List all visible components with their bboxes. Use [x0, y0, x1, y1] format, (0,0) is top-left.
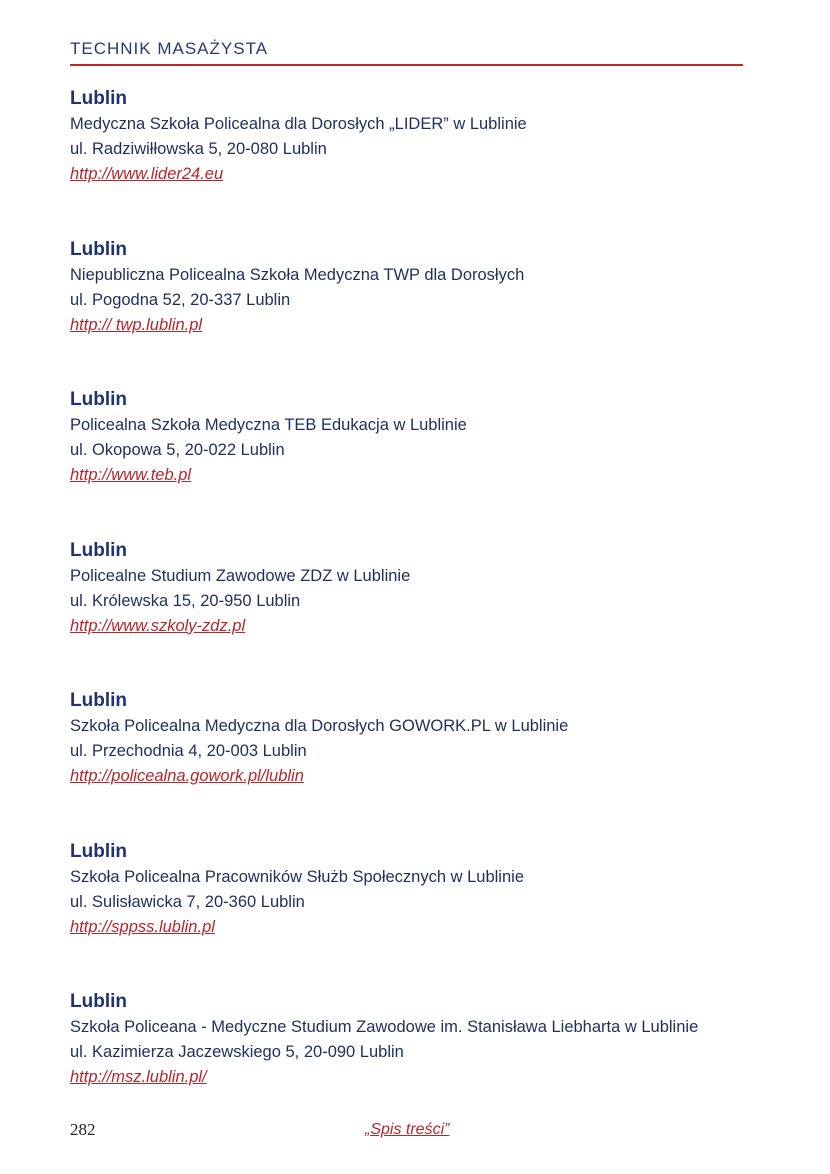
entry-address: ul. Radziwiłłowska 5, 20-080 Lublin	[70, 140, 327, 158]
entry-website-link[interactable]: http:// twp.lublin.pl	[70, 315, 203, 334]
entry-school-name: Szkoła Policealna Medyczna dla Dorosłych GOWORK.PL w Lublinie	[70, 717, 569, 735]
school-entry	[70, 688, 790, 839]
school-list	[70, 86, 790, 1140]
page-number: 282	[70, 1120, 96, 1139]
entry-address: ul. Sulisławicka 7, 20-360 Lublin	[70, 892, 305, 911]
header-divider	[70, 64, 743, 66]
school-entry	[70, 839, 790, 990]
entry-address: ul. Królewska 15, 20-950 Lublin	[70, 591, 301, 610]
entry-website-link[interactable]: http://www.lider24.eu	[70, 165, 224, 183]
entry-city: Lublin	[70, 991, 127, 1012]
entry-school-name: Niepubliczna Policealna Szkoła Medyczna TWP dla Dorosłych	[70, 265, 525, 284]
table-of-contents-link[interactable]: „Spis treści”	[365, 1121, 450, 1138]
entry-city: Lublin	[70, 840, 127, 862]
entry-school-name: Medyczna Szkoła Policealna dla Dorosłych „LIDER” w Lublinie	[70, 115, 527, 133]
entry-address: ul. Okopowa 5, 20-022 Lublin	[70, 441, 285, 459]
entry-city: Lublin	[70, 690, 127, 711]
section-title: TECHNIK MASAŻYSTA	[70, 39, 269, 58]
entry-address: ul. Przechodnia 4, 20-003 Lublin	[70, 742, 307, 760]
school-entry	[70, 538, 790, 689]
entry-school-name: Szkoła Policeana - Medyczne Studium Zawodowe im. Stanisława Liebharta w Lublinie	[70, 1018, 699, 1036]
entry-website-link[interactable]: http://msz.lublin.pl/	[70, 1068, 207, 1086]
entry-school-name: Policealne Studium Zawodowe ZDZ w Lublinie	[70, 566, 411, 585]
entry-school-name: Szkoła Policealna Pracowników Służb Społecznych w Lublinie	[70, 867, 524, 886]
entry-website-link[interactable]: http://policealna.gowork.pl/lublin	[70, 767, 304, 785]
entry-address: ul. Kazimierza Jaczewskiego 5, 20-090 Lublin	[70, 1043, 404, 1061]
entry-city: Lublin	[70, 389, 127, 410]
entry-website-link[interactable]: http://sppss.lublin.pl	[70, 917, 215, 936]
entry-city: Lublin	[70, 539, 127, 561]
entry-address: ul. Pogodna 52, 20-337 Lublin	[70, 290, 291, 309]
entry-city: Lublin	[70, 88, 127, 109]
entry-city: Lublin	[70, 238, 127, 260]
school-entry	[70, 237, 790, 388]
entry-website-link[interactable]: http://www.szkoly-zdz.pl	[70, 616, 246, 635]
school-entry	[70, 86, 790, 237]
page-header	[70, 38, 743, 66]
entry-website-link[interactable]: http://www.teb.pl	[70, 466, 192, 484]
school-entry	[70, 387, 790, 538]
school-entry	[70, 989, 790, 1140]
entry-school-name: Policealna Szkoła Medyczna TEB Edukacja w Lublinie	[70, 416, 467, 434]
